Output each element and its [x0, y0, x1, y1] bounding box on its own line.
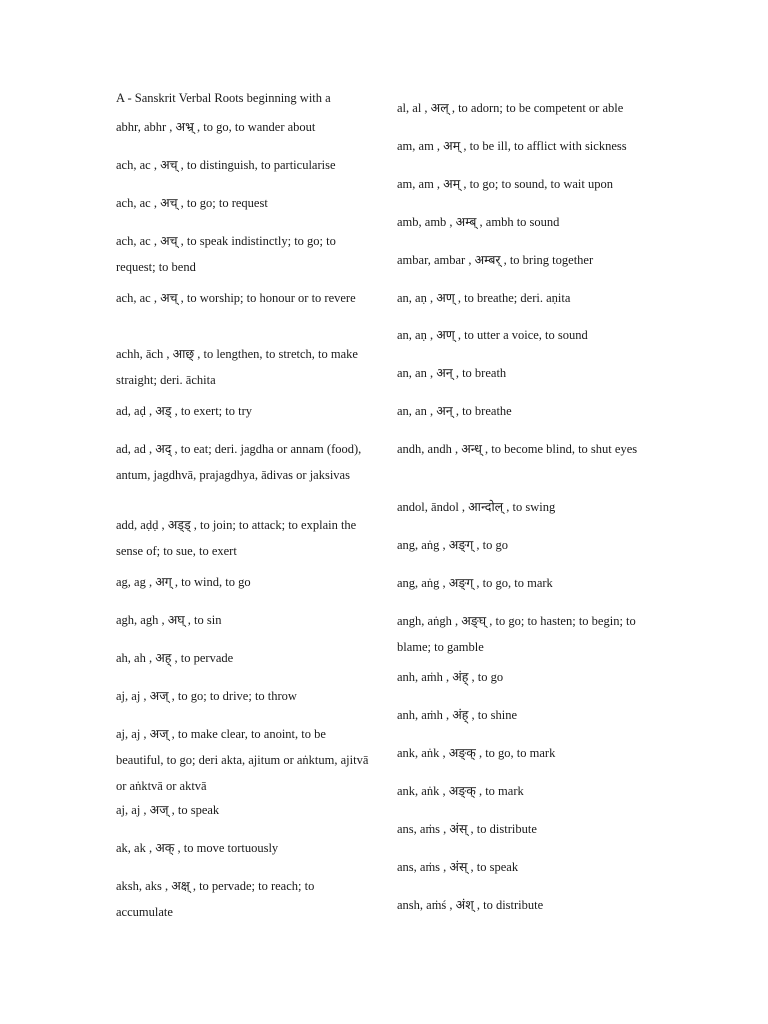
list-item: ach, ac , अच् , to speak indistinctly; to go; to request; to bend: [116, 234, 336, 274]
list-item: ang, aṅg , अङ्ग् , to go, to mark: [397, 576, 553, 590]
list-item: ah, ah , अह् , to pervade: [116, 651, 234, 665]
list-item: amb, amb , अम्ब् , ambh to sound: [397, 215, 560, 229]
list-item: anh, aṁh , अंह् , to go: [397, 670, 504, 684]
list-item: add, aḍḍ , अड्ड् , to join; to attack; to explain the sense of; to sue, to exert: [116, 518, 357, 558]
list-item: ang, aṅg , अङ्ग् , to go: [397, 538, 508, 552]
list-item: ambar, ambar , अम्बर् , to bring together: [397, 253, 594, 267]
list-item: aksh, aks , अक्ष् , to pervade; to reach; to accumulate: [116, 879, 315, 919]
list-item: am, am , अम् , to be ill, to afflict with sickness: [397, 139, 627, 153]
list-item: an, aṇ , अण् , to breathe; deri. aṇita: [397, 291, 571, 305]
list-item: abhr, abhr , अभ्र् , to go, to wander about: [116, 120, 316, 134]
list-item: an, an , अन् , to breathe: [397, 404, 512, 418]
list-item: ad, ad , अद् , to eat; deri. jagdha or annam (food), antum, jagdhvā, prajagdhya, ādivas or jaksivas: [116, 442, 362, 482]
list-item: ag, ag , अग् , to wind, to go: [116, 575, 251, 589]
list-item: agh, agh , अघ् , to sin: [116, 613, 222, 627]
list-item: ank, aṅk , अङ्क् , to go, to mark: [397, 746, 556, 760]
list-item: am, am , अम् , to go; to sound, to wait upon: [397, 177, 613, 191]
list-item: ad, aḍ , अड् , to exert; to try: [116, 404, 252, 418]
list-item: aj, aj , अज् , to go; to drive; to throw: [116, 689, 297, 703]
list-item: andh, andh , अन्ध् , to become blind, to shut eyes: [397, 442, 638, 456]
list-item: andol, āndol , आन्दोल् , to swing: [397, 500, 556, 514]
list-item: ansh, aṁś , अंश् , to distribute: [397, 898, 544, 912]
list-item: al, al , अल् , to adorn; to be competent or able: [397, 101, 624, 115]
list-item: angh, aṅgh , अङ्घ् , to go; to hasten; to begin; to blame; to gamble: [397, 614, 636, 654]
list-item: ach, ac , अच् , to worship; to honour or to revere: [116, 291, 356, 305]
list-item: ans, aṁs , अंस् , to distribute: [397, 822, 537, 836]
list-item: ans, aṁs , अंस् , to speak: [397, 860, 519, 874]
page-title: A - Sanskrit Verbal Roots beginning with a: [116, 91, 331, 105]
list-item: an, aṇ , अण् , to utter a voice, to sound: [397, 328, 588, 342]
list-item: ank, aṅk , अङ्क् , to mark: [397, 784, 524, 798]
list-item: aj, aj , अज् , to speak: [116, 803, 220, 817]
list-item: an, an , अन् , to breath: [397, 366, 507, 380]
list-item: achh, āch , आछ् , to lengthen, to stretch, to make straight; deri. āchita: [116, 347, 358, 387]
list-item: aj, aj , अज् , to make clear, to anoint, to be beautiful, to go; deri akta, ajitum or aṅktum, ajitvā or aṅktvā or aktvā: [116, 727, 369, 793]
list-item: ach, ac , अच् , to go; to request: [116, 196, 268, 210]
list-item: anh, aṁh , अंह् , to shine: [397, 708, 517, 722]
list-item: ak, ak , अक् , to move tortuously: [116, 841, 279, 855]
list-item: ach, ac , अच् , to distinguish, to particularise: [116, 158, 336, 172]
